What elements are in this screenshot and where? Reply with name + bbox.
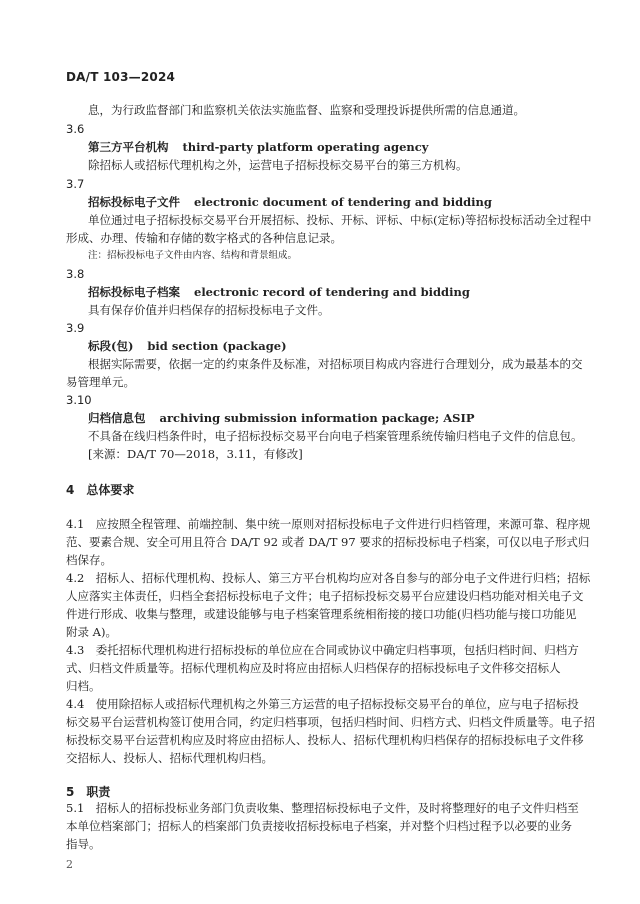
clause-4-3-line1: 4.3 委托招标代理机构进行招标投标的单位应在合同或协议中确定归档事项，包括归档时间、归档方	[66, 643, 579, 657]
definition-3-10: 不具备在线归档条件时，电子招标投标交易平台向电子档案管理系统传输归档电子文件的信息包。	[88, 429, 583, 443]
term-zh: 招标投标电子档案	[88, 285, 180, 299]
term-3-6	[88, 139, 428, 155]
term-en: electronic record of tendering and bidding	[194, 285, 470, 299]
term-number-3-10: 3.10	[66, 393, 92, 407]
definition-3-9-line2: 易管理单元。	[66, 375, 135, 389]
clause-4-1-line1: 4.1 应按照全程管理、前端控制、集中统一原则对招标投标电子文件进行归档管理，来源可靠、程序规	[66, 517, 591, 531]
term-zh: 归档信息包	[88, 411, 146, 425]
standard-code-header: DA/T 103—2024	[66, 70, 176, 84]
page-number: 2	[66, 858, 73, 871]
clause-4-2-line2: 人应落实主体责任，归档全套招标投标电子文件；电子招标投标交易平台应建设归档功能对相关电子文	[66, 589, 584, 603]
clause-5-1-line2: 本单位档案部门；招标人的档案部门负责接收招标投标电子档案，并对整个归档过程予以必要的业务	[66, 819, 572, 833]
clause-4-4-line3: 标投标交易平台运营机构应及时将应由招标人、投标人、招标代理机构归档保存的招标投标电子文件移	[66, 733, 584, 747]
term-number-3-9: 3.9	[66, 321, 85, 335]
term-en: third-party platform operating agency	[182, 140, 429, 154]
term-en: bid section (package)	[147, 339, 287, 353]
term-3-7	[88, 194, 492, 210]
term-en: archiving submission information package; ASIP	[159, 411, 475, 425]
clause-4-2-line4: 附录 A)。	[66, 625, 117, 639]
definition-3-7-line2: 形成、办理、传输和存储的数字格式的各种信息记录。	[66, 231, 342, 245]
term-number-3-7: 3.7	[66, 177, 85, 191]
clause-4-3-line2: 式、归档文件质量等。招标代理机构应及时将应由招标人归档保存的招标投标电子文件移交招标人	[66, 661, 561, 675]
clause-4-2-line3: 件进行形成、收集与整理，或建设能够与电子档案管理系统相衔接的接口功能(归档功能与接口功能见	[66, 607, 577, 621]
term-3-10	[88, 410, 474, 426]
clause-4-2-line1: 4.2 招标人、招标代理机构、投标人、第三方平台机构均应对各自参与的部分电子文件进行归档；招标	[66, 571, 591, 585]
term-zh: 标段(包)	[88, 339, 134, 353]
clause-4-1-line2: 范、要素合规、安全可用且符合 DA/T 92 或者 DA/T 97 要求的招标投标电子档案，可仅以电子形式归	[66, 535, 590, 549]
clause-4-3-line3: 归档。	[66, 679, 101, 693]
term-zh: 招标投标电子文件	[88, 195, 180, 209]
clause-4-4-line2: 标交易平台运营机构签订使用合同，约定归档事项，包括归档时间、归档方式、归档文件质量等。电子招	[66, 715, 595, 729]
clause-5-1-line1: 5.1 招标人的招标投标业务部门负责收集、整理招标投标电子文件，及时将整理好的电子文件归档至	[66, 801, 579, 815]
continued-paragraph: 息，为行政监督部门和监察机关依法实施监督、监察和受理投诉提供所需的信息通道。	[88, 103, 525, 117]
term-number-3-6: 3.6	[66, 122, 85, 136]
term-3-8	[88, 284, 470, 300]
term-number-3-8: 3.8	[66, 267, 85, 281]
definition-3-6: 除招标人或招标代理机构之外，运营电子招标投标交易平台的第三方机构。	[88, 158, 468, 172]
section-heading-4: 4 总体要求	[66, 483, 135, 497]
term-3-9	[88, 338, 287, 354]
clause-4-4-line1: 4.4 使用除招标人或招标代理机构之外第三方运营的电子招标投标交易平台的单位，应与电子招标投	[66, 697, 579, 711]
note-3-7: 注：招标投标电子文件由内容、结构和背景组成。	[88, 250, 298, 261]
definition-3-9-line1: 根据实际需要，依据一定的约束条件及标准，对招标项目构成内容进行合理划分，成为最基本的交	[88, 357, 583, 371]
definition-3-8: 具有保存价值并归档保存的招标投标电子文件。	[88, 303, 330, 317]
clause-4-1-line3: 档保存。	[66, 553, 112, 567]
clause-5-1-line3: 指导。	[66, 837, 101, 851]
term-zh: 第三方平台机构	[88, 140, 169, 154]
term-en: electronic document of tendering and bidding	[194, 195, 492, 209]
clause-4-4-line4: 交招标人、投标人、招标代理机构归档。	[66, 751, 273, 765]
definition-3-7-line1: 单位通过电子招标投标交易平台开展招标、投标、开标、评标、中标(定标)等招标投标活动全过程中	[88, 213, 592, 227]
source-3-10: [来源：DA/T 70—2018，3.11，有修改]	[88, 447, 303, 461]
section-heading-5: 5 职责	[66, 785, 111, 799]
